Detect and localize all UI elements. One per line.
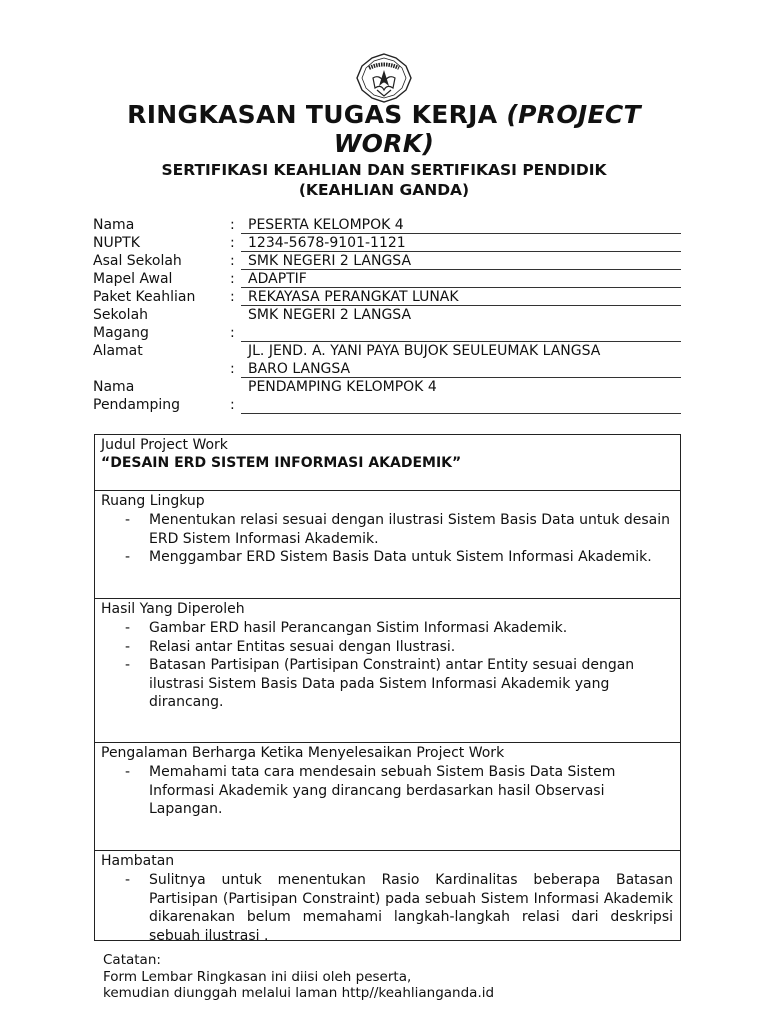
info-value: BARO LANGSA bbox=[248, 361, 351, 377]
info-colon: : bbox=[230, 397, 235, 413]
list-item bbox=[125, 763, 673, 819]
bullet-dash: - bbox=[125, 549, 131, 565]
list-item-text: Menggambar ERD Sistem Basis Data untuk Sistem Informasi Akademik. bbox=[149, 549, 652, 565]
info-label: Nama bbox=[93, 217, 135, 233]
info-colon: : bbox=[230, 361, 235, 377]
section-hambatan bbox=[95, 851, 680, 944]
section-hasil bbox=[95, 599, 680, 743]
list-item-text: Sulitnya untuk menentukan Rasio Kardinalitas beberapa Batasan Partisipan (Partisipan Constraint) pada sebuah Sistem Informasi Akademik dikarenakan belum memahami langkah-langkah relasi dari deskripsi sebuah ilustrasi . bbox=[149, 872, 673, 944]
list-item-text: Gambar ERD hasil Perancangan Sistim Informasi Akademik. bbox=[149, 620, 568, 636]
bullet-dash: - bbox=[125, 764, 131, 780]
info-label: Alamat bbox=[93, 343, 143, 359]
list-item-text: Menentukan relasi sesuai dengan ilustrasi Sistem Basis Data untuk desain ERD Sistem Informasi Akademik. bbox=[149, 512, 670, 547]
section-judul bbox=[95, 435, 680, 491]
section-ruang-lingkup bbox=[95, 491, 680, 599]
title-main: RINGKASAN TUGAS KERJA bbox=[127, 100, 507, 129]
document-subtitle bbox=[94, 160, 674, 200]
section-title: Pengalaman Berharga Ketika Menyelesaikan Project Work bbox=[101, 745, 505, 761]
info-value: ADAPTIF bbox=[248, 271, 307, 287]
section-title: Judul Project Work bbox=[101, 437, 228, 453]
section-pengalaman bbox=[95, 743, 680, 851]
info-value: 1234-5678-9101-1121 bbox=[248, 235, 406, 251]
notes bbox=[103, 952, 494, 1002]
info-label: Nama bbox=[93, 379, 135, 395]
info-colon: : bbox=[230, 235, 235, 251]
list-item-text: Relasi antar Entitas sesuai dengan Ilustrasi. bbox=[149, 638, 456, 655]
list-item-text: Batasan Partisipan (Partisipan Constraint) antar Entity sesuai dengan ilustrasi Sistem Basis Data pada Sistem Informasi Akademik yang dirancang. bbox=[149, 657, 635, 710]
info-value: REKAYASA PERANGKAT LUNAK bbox=[248, 289, 459, 305]
subtitle-line-2: (KEAHLIAN GANDA) bbox=[298, 181, 470, 199]
info-label: Mapel Awal bbox=[93, 271, 173, 287]
section-title: Ruang Lingkup bbox=[101, 493, 205, 509]
bullet-dash: - bbox=[125, 620, 131, 636]
section-title: Hasil Yang Diperoleh bbox=[101, 601, 245, 617]
info-label: Asal Sekolah bbox=[93, 253, 182, 269]
list-item bbox=[125, 656, 673, 712]
project-work-table bbox=[94, 434, 681, 944]
info-colon: : bbox=[230, 217, 235, 233]
tut-wuri-handayani-emblem-icon bbox=[349, 52, 419, 104]
bullet-dash: - bbox=[125, 872, 131, 888]
info-label: Sekolah bbox=[93, 307, 149, 323]
notes-line-2: kemudian diunggah melalui laman http//keahlianganda.id bbox=[103, 985, 495, 1001]
list-item bbox=[125, 871, 673, 945]
info-label: NUPTK bbox=[93, 235, 140, 251]
subtitle-line-1: SERTIFIKASI KEAHLIAN DAN SERTIFIKASI PENDIDIK bbox=[161, 161, 607, 179]
bullet-dash: - bbox=[125, 657, 131, 673]
document-title bbox=[94, 100, 674, 158]
list-item bbox=[125, 511, 673, 548]
info-label: Pendamping bbox=[93, 397, 181, 413]
info-value: PESERTA KELOMPOK 4 bbox=[248, 217, 404, 233]
info-value: JL. JEND. A. YANI PAYA BUJOK SEULEUMAK LANGSA bbox=[248, 343, 601, 359]
info-colon: : bbox=[230, 325, 235, 341]
underline bbox=[241, 413, 681, 414]
info-value: SMK NEGERI 2 LANGSA bbox=[248, 253, 412, 269]
info-colon: : bbox=[230, 271, 235, 287]
list-item bbox=[125, 619, 673, 638]
info-colon: : bbox=[230, 289, 235, 305]
info-colon: : bbox=[230, 253, 235, 269]
info-label: Paket Keahlian bbox=[93, 289, 196, 305]
list-item bbox=[125, 548, 673, 567]
notes-title: Catatan: bbox=[103, 952, 161, 968]
info-value: PENDAMPING KELOMPOK 4 bbox=[248, 379, 437, 395]
notes-line-1: Form Lembar Ringkasan ini diisi oleh peserta, bbox=[103, 968, 412, 985]
info-label: Magang bbox=[93, 325, 149, 341]
title-italic: (PROJECT WORK) bbox=[333, 100, 641, 158]
bullet-dash: - bbox=[125, 638, 131, 655]
bullet-dash: - bbox=[125, 512, 131, 528]
info-value: SMK NEGERI 2 LANGSA bbox=[248, 307, 412, 323]
section-title: Hambatan bbox=[101, 853, 175, 869]
underline bbox=[241, 269, 681, 270]
list-item-text: Memahami tata cara mendesain sebuah Sistem Basis Data Sistem Informasi Akademik yang dirancang berdasarkan hasil Observasi Lapangan. bbox=[149, 764, 616, 817]
project-title: “DESAIN ERD SISTEM INFORMASI AKADEMIK” bbox=[101, 455, 462, 471]
list-item bbox=[125, 638, 673, 657]
